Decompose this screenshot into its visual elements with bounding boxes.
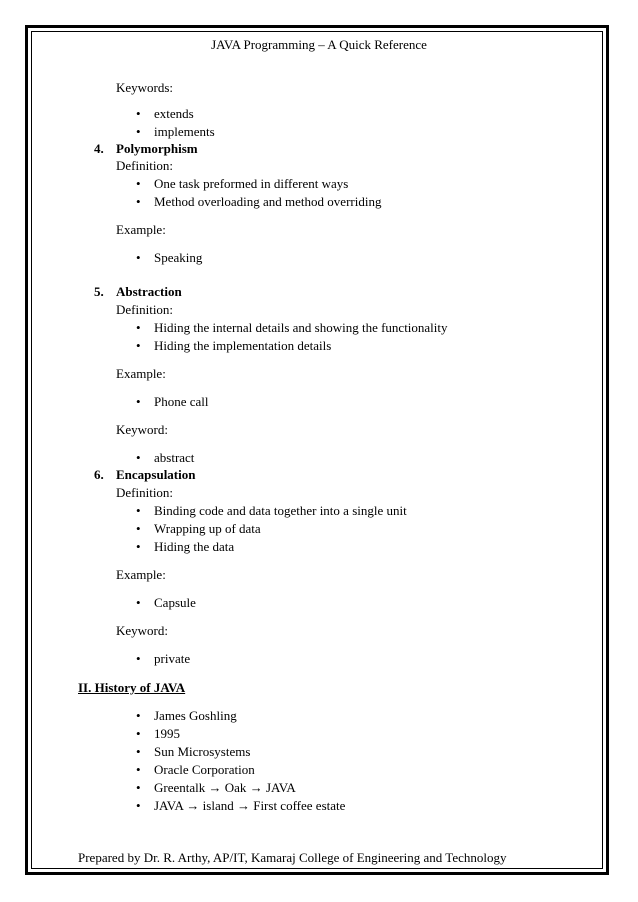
section-title-encapsulation: Encapsulation <box>116 467 196 482</box>
section-title-abstraction: Abstraction <box>116 284 182 299</box>
definition-label: Definition: <box>116 302 174 317</box>
bullet-icon: • <box>136 726 141 741</box>
chain-part: JAVA <box>265 780 296 795</box>
section-title-polymorphism: Polymorphism <box>116 141 198 156</box>
list-item: Speaking <box>154 250 203 265</box>
list-item: abstract <box>154 450 195 465</box>
list-item: James Goshling <box>154 708 237 723</box>
section-number: 5. <box>94 284 104 299</box>
bullet-icon: • <box>136 194 141 209</box>
bullet-icon: • <box>136 780 141 795</box>
page-footer: Prepared by Dr. R. Arthy, AP/IT, Kamaraj College of Engineering and Technology <box>78 850 507 865</box>
chain-part: island <box>202 798 234 813</box>
bullet-icon: • <box>136 798 141 813</box>
example-label: Example: <box>116 366 166 381</box>
list-item: Binding code and data together into a single unit <box>154 503 407 518</box>
bullet-icon: • <box>136 521 141 536</box>
keywords-label: Keywords: <box>116 80 174 95</box>
list-item: implements <box>154 124 215 139</box>
bullet-icon: • <box>136 106 141 121</box>
list-item <box>154 798 345 814</box>
bullet-icon: • <box>136 450 141 465</box>
arrow-icon: → <box>236 798 250 813</box>
bullet-icon: • <box>136 124 141 139</box>
bullet-icon: • <box>136 176 141 191</box>
list-item <box>154 780 296 796</box>
keyword-label: Keyword: <box>116 623 168 638</box>
list-item: Sun Microsystems <box>154 744 251 759</box>
bullet-icon: • <box>136 394 141 409</box>
list-item: Method overloading and method overriding <box>154 194 382 209</box>
example-label: Example: <box>116 222 166 237</box>
bullet-icon: • <box>136 651 141 666</box>
bullet-icon: • <box>136 250 141 265</box>
arrow-icon: → <box>249 780 263 795</box>
section-heading-history: II. History of JAVA <box>78 680 186 695</box>
chain-part: First coffee estate <box>253 798 346 813</box>
list-item: Hiding the data <box>154 539 235 554</box>
page-header: JAVA Programming – A Quick Reference <box>211 37 427 52</box>
bullet-icon: • <box>136 338 141 353</box>
list-item: 1995 <box>154 726 180 741</box>
list-item: Phone call <box>154 394 209 409</box>
section-number: 4. <box>94 141 104 156</box>
bullet-icon: • <box>136 595 141 610</box>
definition-label: Definition: <box>116 158 174 173</box>
list-item: Capsule <box>154 595 196 610</box>
list-item: Oracle Corporation <box>154 762 255 777</box>
bullet-icon: • <box>136 503 141 518</box>
list-item: Wrapping up of data <box>154 521 261 536</box>
list-item: extends <box>154 106 194 121</box>
bullet-icon: • <box>136 708 141 723</box>
bullet-icon: • <box>136 762 141 777</box>
bullet-icon: • <box>136 744 141 759</box>
arrow-icon: → <box>208 780 222 795</box>
section-number: 6. <box>94 467 104 482</box>
list-item: Hiding the internal details and showing the functionality <box>154 320 448 335</box>
bullet-icon: • <box>136 320 141 335</box>
bullet-icon: • <box>136 539 141 554</box>
definition-label: Definition: <box>116 485 174 500</box>
list-item: One task preformed in different ways <box>154 176 349 191</box>
keyword-label: Keyword: <box>116 422 168 437</box>
chain-part: JAVA <box>154 798 184 813</box>
arrow-icon: → <box>186 798 200 813</box>
chain-part: Greentalk <box>154 780 206 795</box>
list-item: private <box>154 651 191 666</box>
chain-part: Oak <box>224 780 247 795</box>
list-item: Hiding the implementation details <box>154 338 332 353</box>
example-label: Example: <box>116 567 166 582</box>
